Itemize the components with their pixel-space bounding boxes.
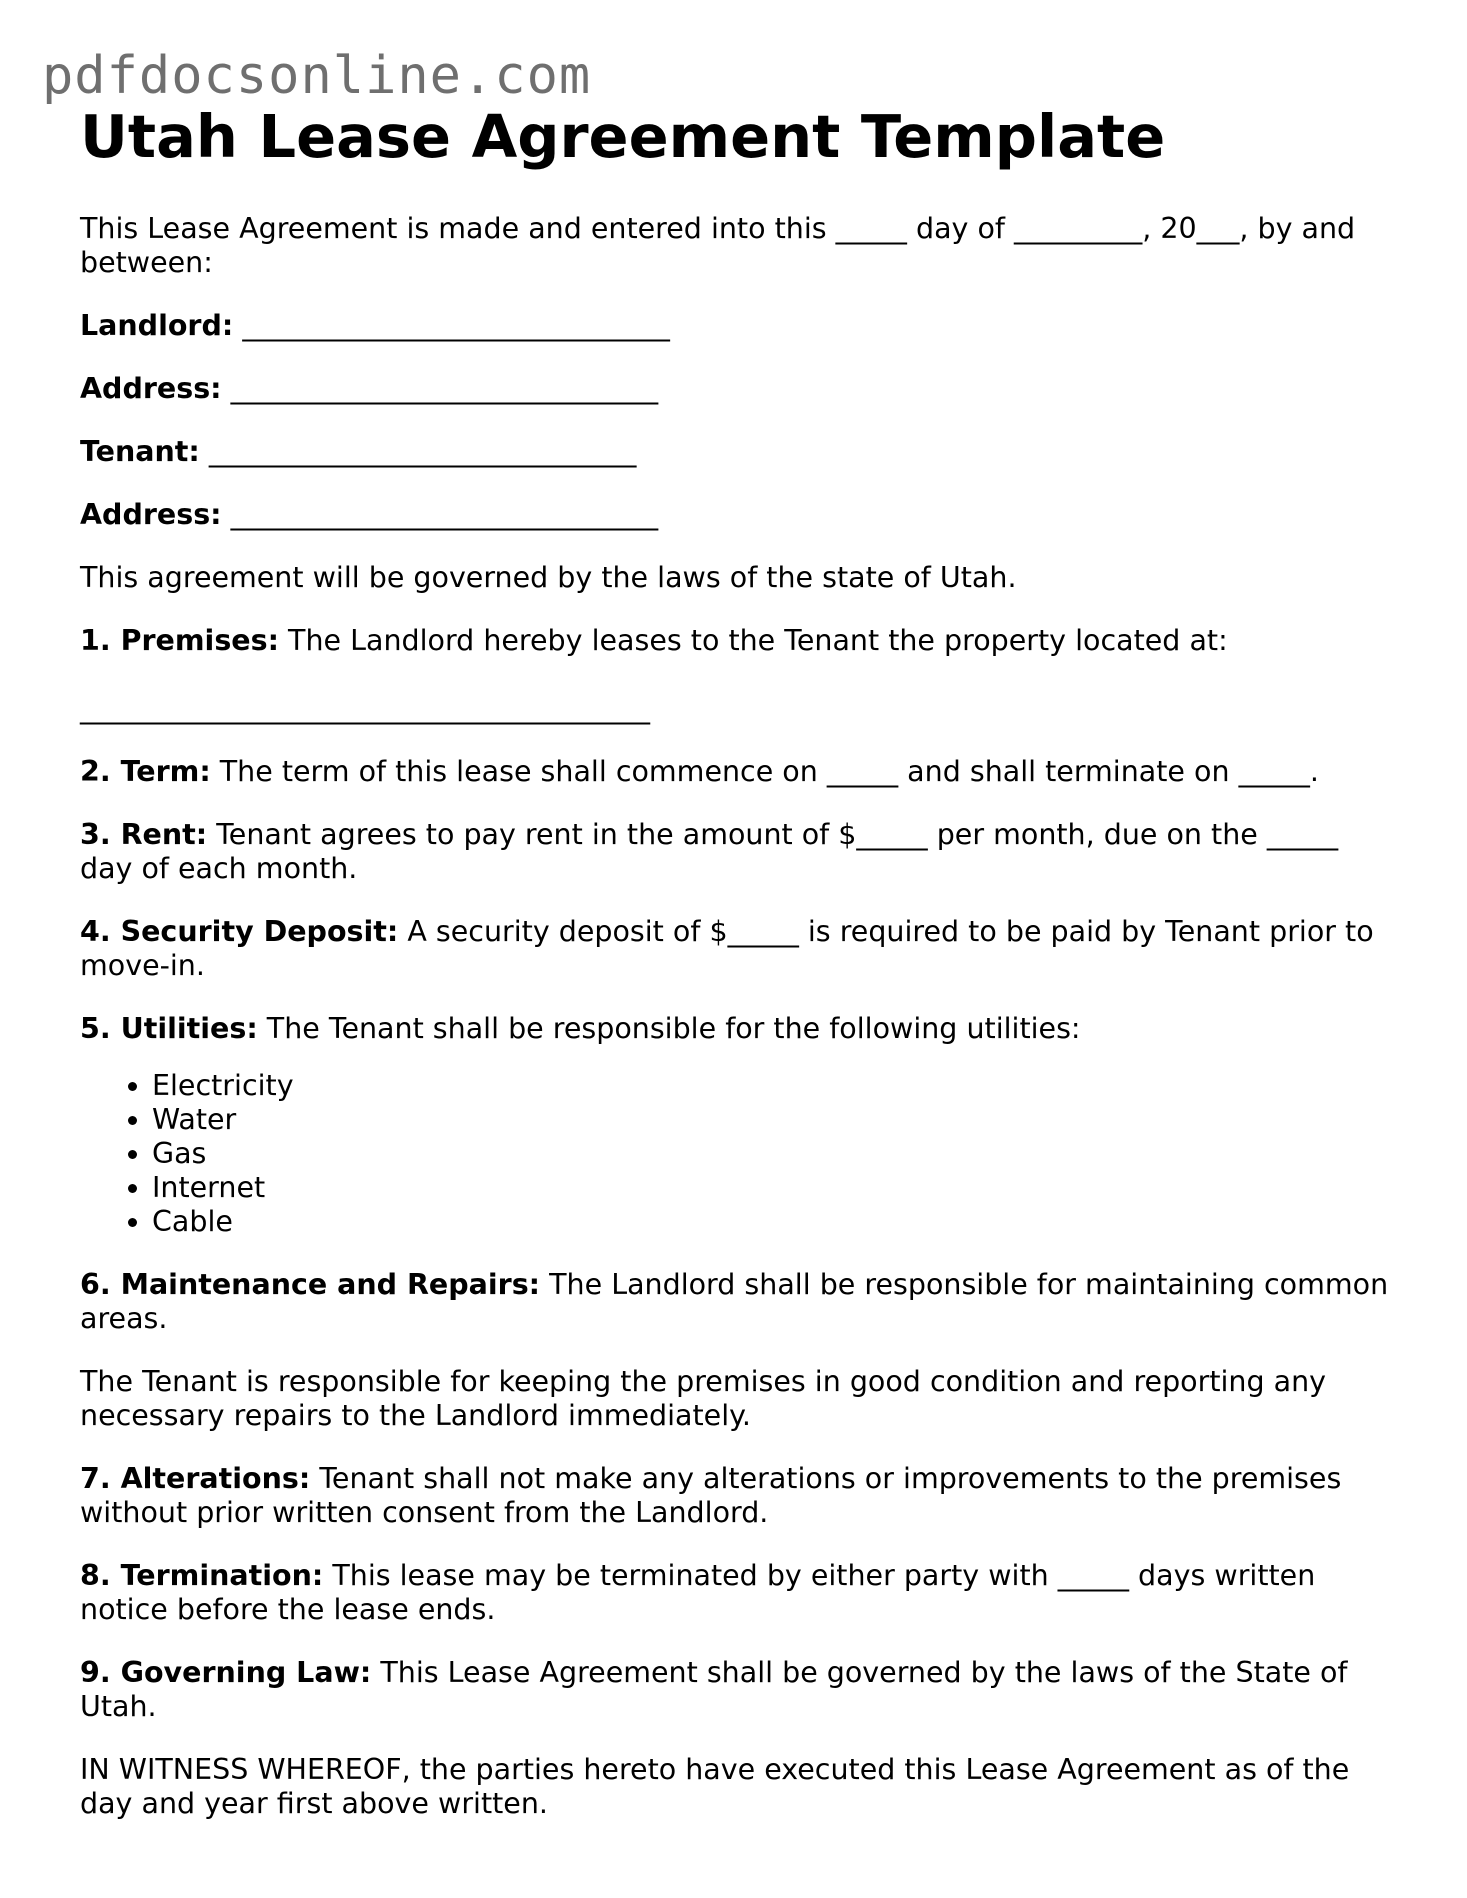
document-title: Utah Lease Agreement Template [80,102,1166,171]
tenant-address-blank: ______________________________ [230,498,659,531]
intro-paragraph: This Lease Agreement is made and entered into this _____ day of _________, 20___, by and between: [80,212,1356,279]
section-maintenance [80,1268,1390,1336]
list-item: • Cable [152,1205,1390,1239]
utilities-heading: 5. Utilities: [80,1012,258,1045]
section-alterations [80,1462,1390,1530]
section-term [80,755,1390,789]
landlord-field [80,309,1390,343]
rent-text: Tenant agrees to pay rent in the amount of $_____ per month, due on the _____ day of each month. [80,818,1339,885]
list-item: • Gas [152,1137,1390,1171]
deposit-heading: 4. Security Deposit: [80,915,399,948]
section-utilities [80,1012,1390,1046]
premises-heading: 1. Premises: [80,624,279,657]
section-rent [80,818,1390,886]
premises-text: The Landlord hereby leases to the Tenant the property located at: [278,624,1228,657]
utilities-list [80,1069,1390,1239]
alterations-text: Tenant shall not make any alterations or improvements to the premises without prior written consent from the Landlord. [80,1462,1342,1529]
governed-statement: This agreement will be governed by the laws of the state of Utah. [80,561,1017,594]
maintenance-heading: 6. Maintenance and Repairs: [80,1268,541,1301]
section-security-deposit [80,915,1390,983]
rent-heading: 3. Rent: [80,818,208,851]
tenant-label: Tenant: [80,435,200,468]
term-heading: 2. Term: [80,755,211,788]
landlord-address-blank: ______________________________ [230,372,659,405]
landlord-blank: ______________________________ [242,309,670,342]
section-premises [80,624,1390,658]
tenant-field [80,435,1390,469]
document-page [80,102,1390,1850]
utilities-text: The Tenant shall be responsible for the following utilities: [257,1012,1081,1045]
list-item: • Internet [152,1171,1390,1205]
maintenance-text: The Landlord shall be responsible for maintaining common areas. [80,1268,1389,1335]
section-governing-law [80,1656,1390,1724]
list-item: • Water [152,1103,1390,1137]
termination-heading: 8. Termination: [80,1559,324,1592]
list-item: • Electricity [152,1069,1390,1103]
termination-text: This lease may be terminated by either party with _____ days written notice before the lease ends. [80,1559,1316,1626]
tenant-address-field [80,498,1390,532]
governing-law-heading: 9. Governing Law: [80,1656,372,1689]
landlord-label: Landlord: [80,309,234,342]
governing-law-text: This Lease Agreement shall be governed by the laws of the State of Utah. [80,1656,1348,1723]
witness-paragraph: IN WITNESS WHEREOF, the parties hereto have executed this Lease Agreement as of the day and year first above written. [80,1753,1350,1820]
alterations-heading: 7. Alterations: [80,1462,311,1495]
section-termination [80,1559,1390,1627]
landlord-address-label: Address: [80,372,222,405]
premises-blank: ________________________________________ [80,692,650,725]
deposit-text: A security deposit of $_____ is required to be paid by Tenant prior to move-in. [80,915,1374,982]
watermark: pdfdocsonline.com [42,46,592,106]
tenant-responsibility-paragraph: The Tenant is responsible for keeping the premises in good condition and reporting any necessary repairs to the Landlord immediately. [80,1365,1327,1432]
landlord-address-field [80,372,1390,406]
tenant-blank: ______________________________ [208,435,637,468]
term-text: The term of this lease shall commence on _____ and shall terminate on _____. [210,755,1319,788]
tenant-address-label: Address: [80,498,222,531]
